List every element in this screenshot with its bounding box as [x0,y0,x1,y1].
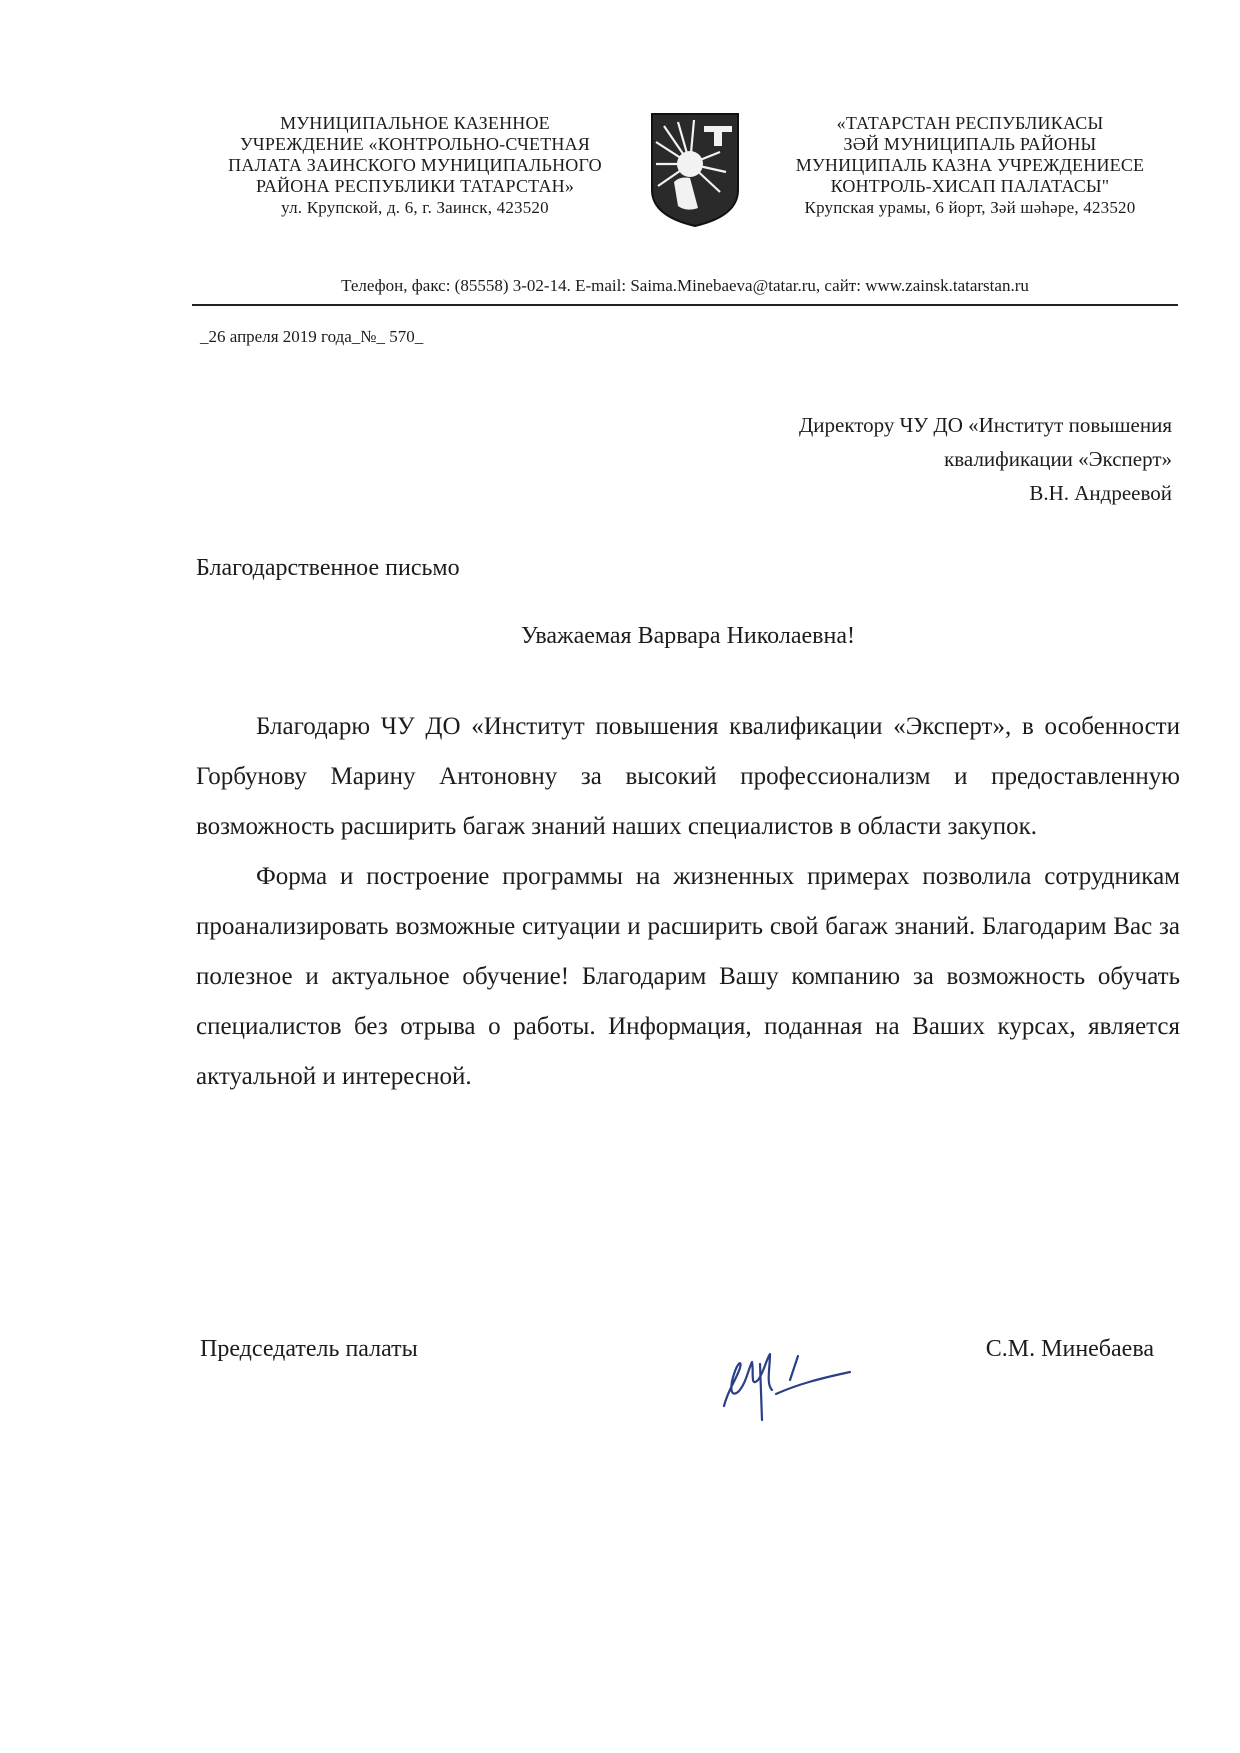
contacts-line [190,276,1180,296]
body-paragraph: Благодарю ЧУ ДО «Институт повышения квалификации «Эксперт», в особенности Горбунову Марину Антоновну за высокий профессионализм и предоставленную возможность расширить багаж знаний наших специалистов в области закупок. [196,713,1180,840]
reference-number: _26 апреля 2019 года_№_ 570_ [200,327,424,346]
header-left-line: РАЙОНА РЕСПУБЛИКИ ТАТАРСТАН» [255,176,575,196]
signatory-name: С.М. Минебаева [985,1336,1154,1362]
header-left-line: УЧРЕЖДЕНИЕ «КОНТРОЛЬНО-СЧЕТНАЯ [239,134,590,154]
header-left-line: ПАЛАТА ЗАИНСКОГО МУНИЦИПАЛЬНОГО [228,155,602,175]
header-right-line: ЗӘЙ МУНИЦИПАЛЬ РАЙОНЫ [843,134,1097,154]
header-right-line: КОНТРОЛЬ-ХИСАП ПАЛАТАСЫ" [830,176,1110,196]
letter-body [196,702,1180,1102]
header-right-line: МУНИЦИПАЛЬ КАЗНА УЧРЕЖДЕНИЕСЕ [795,155,1145,175]
header-right-address: Крупская урамы, 6 йорт, Зәй шәһәре, 423520 [804,198,1136,217]
addressee-block [572,408,1172,510]
document-type: Благодарственное письмо [196,555,460,581]
header-left-block [200,113,630,218]
salutation: Уважаемая Варвара Николаевна! [521,623,855,649]
header-right-line: «ТАТАРСТАН РЕСПУБЛИКАСЫ [836,113,1104,133]
contacts-text: Телефон, факс: (85558) 3-02-14. E-mail: Saima.Minebaeva@tatar.ru, сайт: www.zainsk.tatarstan.ru [341,276,1029,295]
handwritten-signature-icon [718,1340,858,1422]
body-paragraph: Форма и построение программы на жизненных примерах позволила сотрудникам проанализировать возможные ситуации и расширить свой багаж знаний. Благодарим Вас за полезное и актуальное обучение! Благодарим Вашу компанию за возможность обучать специалистов без отрыва о работы. Информация, поданная на Ваших курсах, является актуальной и интересной. [196,863,1180,1090]
addressee-line: В.Н. Андреевой [1029,481,1172,505]
coat-of-arms-icon [650,112,740,228]
header-left-address: ул. Крупской, д. 6, г. Заинск, 423520 [281,198,549,217]
header-divider [192,304,1178,306]
addressee-line: квалификации «Эксперт» [944,447,1172,471]
addressee-line: Директору ЧУ ДО «Институт повышения [798,413,1172,437]
header-right-block [760,113,1180,218]
header-left-line: МУНИЦИПАЛЬНОЕ КАЗЕННОЕ [280,113,550,133]
signatory-title: Председатель палаты [200,1336,418,1362]
